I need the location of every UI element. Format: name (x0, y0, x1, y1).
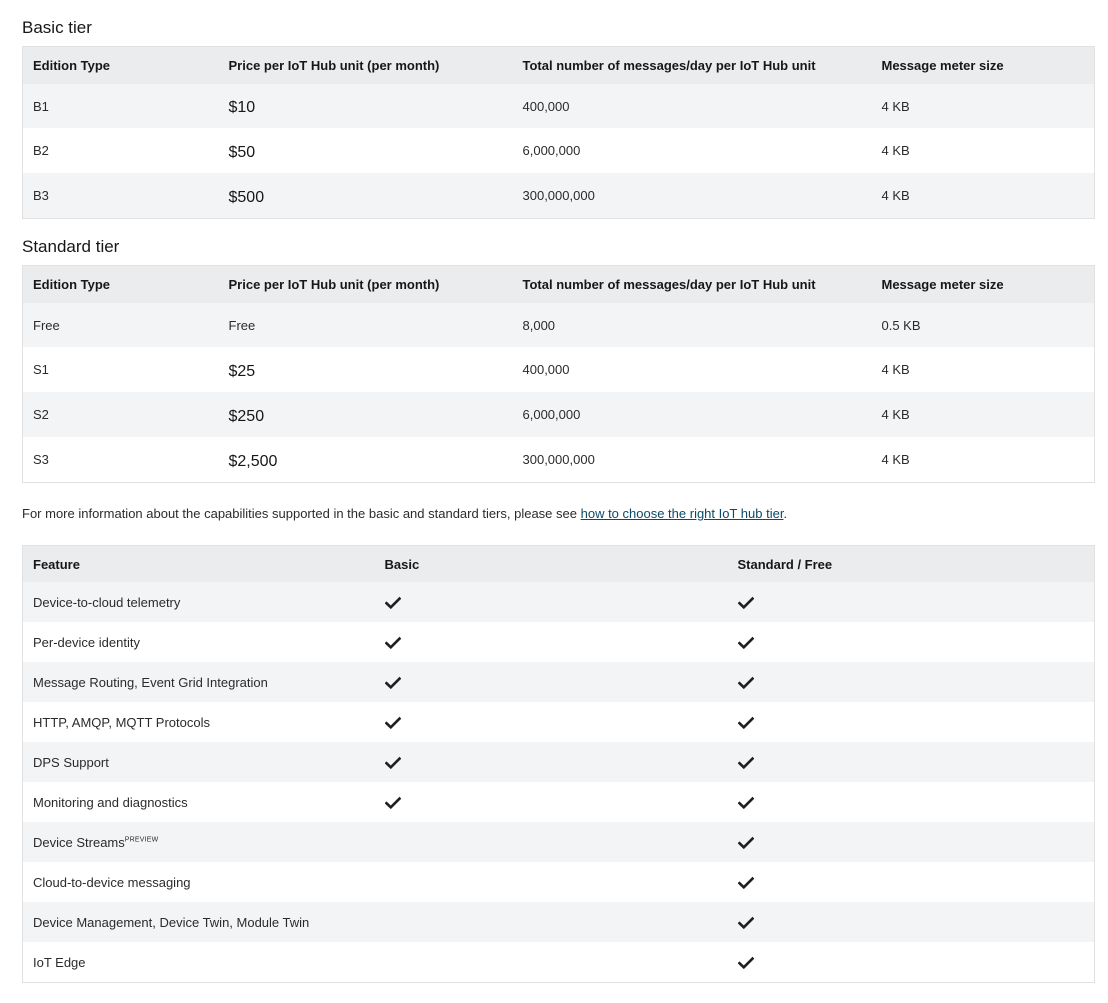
table-row (23, 702, 1095, 742)
price-value: $50 (228, 143, 256, 161)
table-row (23, 392, 1095, 437)
check-icon (385, 636, 401, 650)
check-icon (385, 716, 401, 730)
check-icon (385, 756, 401, 770)
table-row (23, 942, 1095, 983)
check-icon (385, 676, 401, 690)
check-icon (385, 796, 401, 810)
edition-cell: S3 (23, 437, 219, 483)
column-header: Price per IoT Hub unit (per month) (219, 266, 513, 304)
info-text-end: . (783, 506, 788, 521)
column-header: Message meter size (872, 47, 1095, 85)
feature-label: Message Routing, Event Grid Integration (33, 674, 268, 690)
basic-support-cell (375, 582, 728, 622)
basic-support-cell (375, 862, 728, 902)
check-icon (738, 916, 754, 930)
size-cell: 4 KB (872, 84, 1095, 128)
standard-support-cell (728, 702, 1095, 742)
feature-cell (23, 822, 375, 862)
standard-tier-title: Standard tier (22, 237, 120, 256)
edition-cell: B3 (23, 173, 219, 219)
messages-cell: 6,000,000 (513, 392, 872, 437)
size-cell: 4 KB (872, 173, 1095, 219)
column-header: Edition Type (23, 47, 219, 85)
check-icon (385, 596, 401, 610)
feature-cell (23, 662, 375, 702)
basic-tier-table (22, 46, 1095, 219)
feature-label: Device Management, Device Twin, Module Twin (33, 914, 310, 930)
basic-support-cell (375, 942, 728, 983)
basic-support-cell (375, 622, 728, 662)
basic-support-cell (375, 782, 728, 822)
price-value: $250 (228, 407, 265, 425)
feature-label: IoT Edge (33, 954, 86, 970)
table-row (23, 84, 1095, 128)
feature-cell (23, 702, 375, 742)
messages-cell: 400,000 (513, 84, 872, 128)
feature-label: Cloud-to-device messaging (33, 874, 191, 890)
table-row (23, 437, 1095, 483)
price-cell (219, 347, 513, 392)
info-text: For more information about the capabilities supported in the basic and standard tiers, please see (22, 506, 581, 521)
feature-cell (23, 862, 375, 902)
edition-cell: B2 (23, 128, 219, 173)
messages-cell: 8,000 (513, 303, 872, 347)
check-icon (738, 756, 754, 770)
feature-label: Per-device identity (33, 634, 140, 650)
price-cell (219, 128, 513, 173)
edition-cell: S2 (23, 392, 219, 437)
page-content (22, 0, 1094, 983)
feature-label: DPS Support (33, 754, 109, 770)
table-row (23, 303, 1095, 347)
feature-cell (23, 902, 375, 942)
standard-support-cell (728, 862, 1095, 902)
table-row (23, 173, 1095, 219)
price-value: $500 (228, 188, 265, 206)
preview-badge: PREVIEW (124, 836, 159, 844)
size-cell: 4 KB (872, 392, 1095, 437)
column-header: Feature (23, 546, 375, 583)
standard-support-cell (728, 582, 1095, 622)
price-value: $10 (228, 99, 256, 116)
basic-support-cell (375, 702, 728, 742)
column-header: Standard / Free (728, 546, 1095, 583)
check-icon (738, 636, 754, 650)
table-row (23, 662, 1095, 702)
size-cell: 4 KB (872, 128, 1095, 173)
size-cell: 0.5 KB (872, 303, 1095, 347)
check-icon (738, 596, 754, 610)
standard-support-cell (728, 782, 1095, 822)
feature-cell (23, 942, 375, 983)
basic-support-cell (375, 902, 728, 942)
price-cell (219, 392, 513, 437)
table-header-row (23, 47, 1095, 85)
table-row (23, 128, 1095, 173)
price-value: $2,500 (228, 452, 278, 470)
standard-support-cell (728, 902, 1095, 942)
choose-tier-link[interactable]: how to choose the right IoT hub tier (580, 506, 784, 521)
feature-cell (23, 582, 375, 622)
table-row (23, 582, 1095, 622)
feature-cell (23, 782, 375, 822)
column-header: Message meter size (872, 266, 1095, 304)
check-icon (738, 836, 754, 850)
feature-label: Monitoring and diagnostics (33, 794, 188, 810)
column-header: Basic (375, 546, 728, 583)
feature-label: HTTP, AMQP, MQTT Protocols (33, 714, 210, 730)
feature-label: Device-to-cloud telemetry (33, 594, 181, 610)
messages-cell: 6,000,000 (513, 128, 872, 173)
table-row (23, 782, 1095, 822)
standard-support-cell (728, 942, 1095, 983)
messages-cell: 400,000 (513, 347, 872, 392)
table-row (23, 347, 1095, 392)
check-icon (738, 716, 754, 730)
price-cell (219, 173, 513, 219)
check-icon (738, 676, 754, 690)
price-cell (219, 84, 513, 128)
edition-cell: B1 (23, 84, 219, 128)
table-header-row (23, 266, 1095, 304)
table-row (23, 862, 1095, 902)
feature-label: Device Streams (33, 834, 125, 850)
price-cell: Free (219, 303, 513, 347)
basic-support-cell (375, 662, 728, 702)
table-row (23, 902, 1095, 942)
standard-support-cell (728, 742, 1095, 782)
check-icon (738, 876, 754, 890)
edition-cell: S1 (23, 347, 219, 392)
edition-cell: Free (23, 303, 219, 347)
standard-support-cell (728, 822, 1095, 862)
table-header-row (23, 546, 1095, 583)
table-row (23, 822, 1095, 862)
column-header: Total number of messages/day per IoT Hub unit (513, 266, 872, 304)
check-icon (738, 796, 754, 810)
column-header: Price per IoT Hub unit (per month) (219, 47, 513, 85)
basic-tier-title: Basic tier (22, 18, 92, 37)
table-row (23, 742, 1095, 782)
column-header: Total number of messages/day per IoT Hub unit (513, 47, 872, 85)
info-paragraph (22, 483, 1094, 545)
standard-tier-table (22, 265, 1095, 483)
basic-support-cell (375, 822, 728, 862)
standard-support-cell (728, 622, 1095, 662)
messages-cell: 300,000,000 (513, 437, 872, 483)
standard-support-cell (728, 662, 1095, 702)
table-row (23, 622, 1095, 662)
messages-cell: 300,000,000 (513, 173, 872, 219)
size-cell: 4 KB (872, 347, 1095, 392)
column-header: Edition Type (23, 266, 219, 304)
size-cell: 4 KB (872, 437, 1095, 483)
feature-cell (23, 622, 375, 662)
feature-cell (23, 742, 375, 782)
features-table (22, 545, 1095, 983)
price-value: $25 (228, 362, 256, 380)
check-icon (738, 956, 754, 970)
basic-support-cell (375, 742, 728, 782)
price-cell (219, 437, 513, 483)
